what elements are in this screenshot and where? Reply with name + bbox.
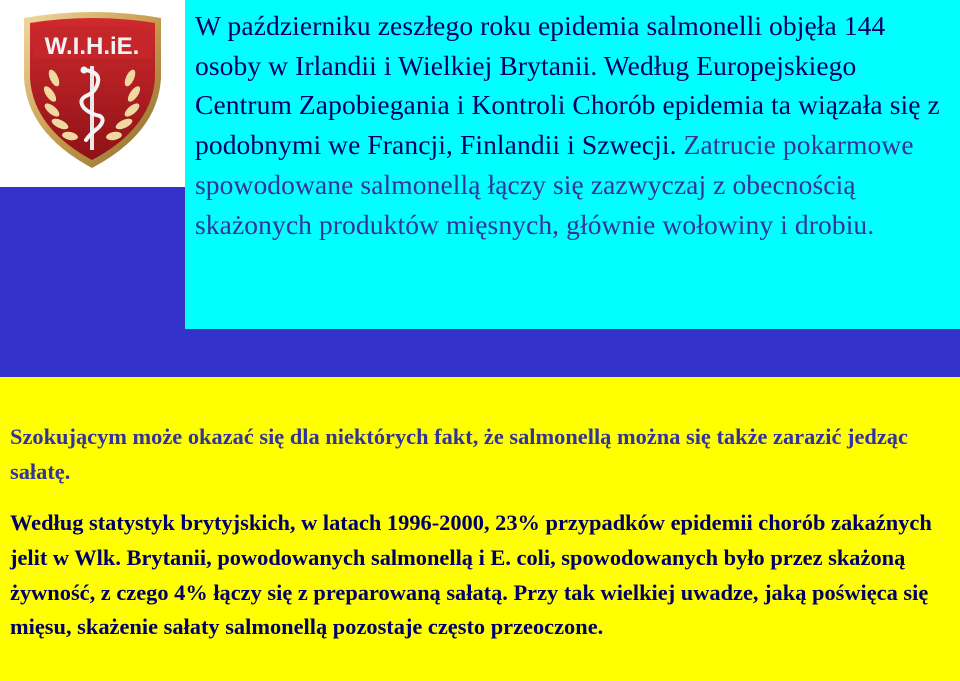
wihie-badge-emblem — [10, 8, 175, 173]
food-poisoning-description: Zatrucie pokarmowe spowodowane salmonellą łączy się zazwyczaj z obecnością skażonych produktów mięsnych, głównie wołowiny i drobiu. — [195, 129, 914, 240]
cyan-panel-text — [195, 6, 940, 244]
outbreak-description: W październiku zeszłego roku epidemia salmonelli objęła 144 osoby w Irlandii i Wielkiej Brytanii. Według Europejskiego Centrum Zapobiegania i Kontroli Chorób epidemia ta wiązała się z podobnymi we Francji, Finlandii i Szwecji. — [195, 10, 940, 161]
salad-fact-paragraph: Szokującym może okazać się dla niektórych fakt, że salmonellą można się także zarazić jedząc sałatę. — [10, 424, 908, 484]
emblem-lettering: W.I.H.iE. — [44, 33, 140, 60]
statistics-paragraph: Według statystyk brytyjskich, w latach 1996-2000, 23% przypadków epidemii chorób zakaźnych jelit w Wlk. Brytanii, powodowanych salmonellą i E. coli, spowodowanych było przez skażoną żywność, z czego 4% łączy się z preparowaną sałatą. Przy tak wielkiej uwadze, jaką poświęca się mięsu, skażenie sałaty salmonellą pozostaje często przeoczone. — [10, 510, 932, 640]
